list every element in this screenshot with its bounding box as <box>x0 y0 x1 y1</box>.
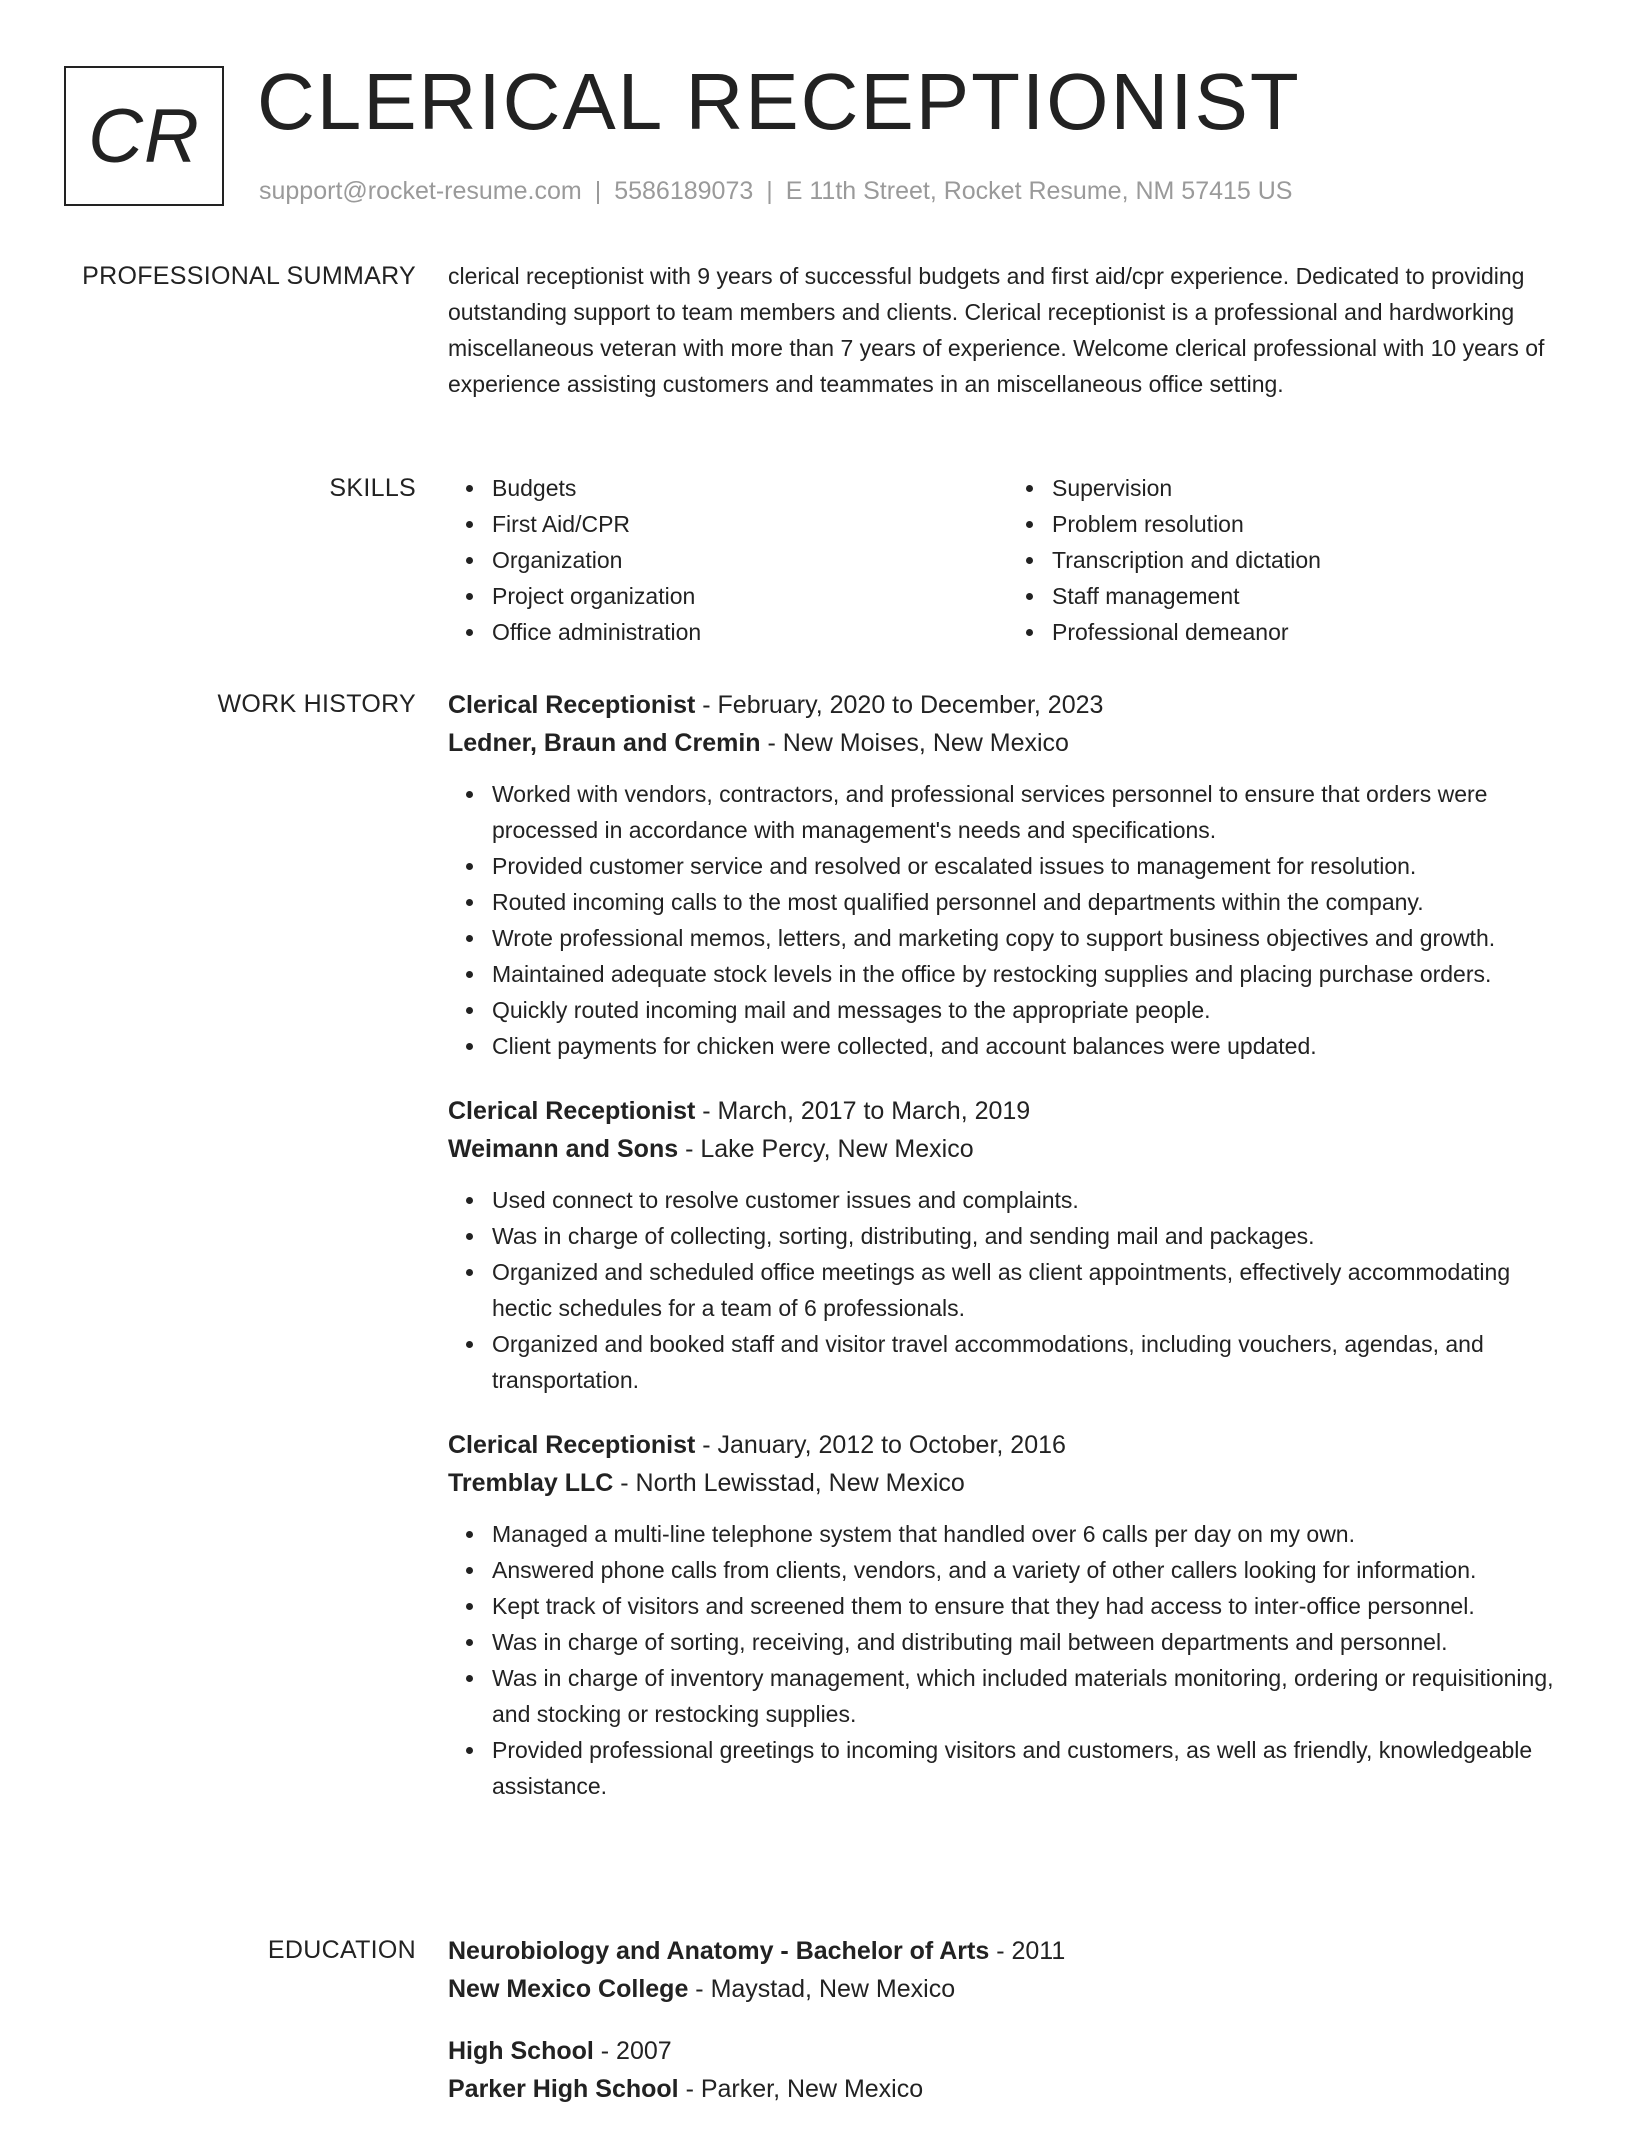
job-company-line <box>448 1130 1568 1168</box>
monogram-badge: CR <box>64 66 224 206</box>
education-degree: High School <box>448 2037 594 2065</box>
job-bullet: Managed a multi-line telephone system that handled over 6 calls per day on my own. <box>492 1516 1568 1552</box>
job-title-line <box>448 1426 1568 1464</box>
skill-item: Organization <box>492 542 1008 578</box>
skill-item: Professional demeanor <box>1052 614 1568 650</box>
job-bullet: Was in charge of sorting, receiving, and distributing mail between departments and personnel. <box>492 1624 1568 1660</box>
skill-item: Office administration <box>492 614 1008 650</box>
contact-email: support@rocket-resume.com <box>259 177 582 205</box>
skill-item: Project organization <box>492 578 1008 614</box>
job-bullets <box>448 776 1568 1064</box>
contact-separator: | <box>594 177 602 205</box>
job-bullet: Organized and booked staff and visitor travel accommodations, including vouchers, agendas, and transportation. <box>492 1326 1568 1398</box>
job-bullet: Was in charge of collecting, sorting, distributing, and sending mail and packages. <box>492 1218 1568 1254</box>
job-dates: - February, 2020 to December, 2023 <box>695 691 1104 719</box>
job-bullet: Provided professional greetings to incoming visitors and customers, as well as friendly, knowledgeable assistance. <box>492 1732 1568 1804</box>
job-company: Ledner, Braun and Cremin <box>448 729 761 757</box>
education-body <box>448 1932 1568 2132</box>
job-bullet: Organized and scheduled office meetings as well as client appointments, effectively accommodating hectic schedules for a team of 6 professionals. <box>492 1254 1568 1326</box>
job-bullet: Provided customer service and resolved or escalated issues to management for resolution. <box>492 848 1568 884</box>
skill-item: Problem resolution <box>1052 506 1568 542</box>
job-bullet: Wrote professional memos, letters, and marketing copy to support business objectives and growth. <box>492 920 1568 956</box>
job-title: Clerical Receptionist <box>448 691 696 719</box>
job-location: - New Moises, New Mexico <box>760 729 1069 757</box>
job-title-line <box>448 686 1568 724</box>
contact-address: E 11th Street, Rocket Resume, NM 57415 US <box>785 177 1293 205</box>
skill-item: Staff management <box>1052 578 1568 614</box>
job-location: - North Lewisstad, New Mexico <box>613 1469 965 1497</box>
job-bullet: Worked with vendors, contractors, and professional services personnel to ensure that orders were processed in accordance with management's needs and specifications. <box>492 776 1568 848</box>
contact-line <box>259 174 1292 208</box>
job-bullets <box>448 1182 1568 1398</box>
skill-item: Transcription and dictation <box>1052 542 1568 578</box>
job-company: Tremblay LLC <box>448 1469 614 1497</box>
section-label-education: EDUCATION <box>267 1936 416 1964</box>
job-dates: - March, 2017 to March, 2019 <box>695 1097 1031 1125</box>
skill-item: First Aid/CPR <box>492 506 1008 542</box>
section-label-work-history: WORK HISTORY <box>217 690 416 718</box>
job-bullet: Was in charge of inventory management, which included materials monitoring, ordering or requisitioning, and stocking or restocking supplies. <box>492 1660 1568 1732</box>
job-entry <box>448 686 1568 1064</box>
education-entry <box>448 2032 1568 2108</box>
summary-text: clerical receptionist with 9 years of successful budgets and first aid/cpr experience. Dedicated to providing outstanding support to team members and clients. Clerical receptionist is a professional and hardworking miscellaneous veteran with more than 7 years of experience. Welcome clerical professional with 10 years of experience assisting customers and teammates in an miscellaneous office setting. <box>448 263 1545 397</box>
education-location: - Maystad, New Mexico <box>688 1975 956 2003</box>
skills-columns <box>448 470 1568 650</box>
education-degree: Neurobiology and Anatomy - Bachelor of Arts <box>448 1937 990 1965</box>
job-company: Weimann and Sons <box>448 1135 679 1163</box>
section-label-skills: SKILLS <box>329 474 416 502</box>
job-title-line <box>448 1092 1568 1130</box>
summary-body <box>448 258 1568 402</box>
job-bullet: Kept track of visitors and screened them to ensure that they had access to inter-office personnel. <box>492 1588 1568 1624</box>
skill-item: Budgets <box>492 470 1008 506</box>
job-bullet: Maintained adequate stock levels in the office by restocking supplies and placing purchase orders. <box>492 956 1568 992</box>
skills-list-left <box>448 470 1008 650</box>
job-title: Clerical Receptionist <box>448 1431 696 1459</box>
education-degree-line <box>448 2032 1568 2070</box>
job-location: - Lake Percy, New Mexico <box>678 1135 974 1163</box>
education-entry <box>448 1932 1568 2008</box>
job-bullets <box>448 1516 1568 1804</box>
job-bullet: Routed incoming calls to the most qualified personnel and departments within the company. <box>492 884 1568 920</box>
job-entry <box>448 1426 1568 1804</box>
job-title: Clerical Receptionist <box>448 1097 696 1125</box>
resume-title: CLERICAL RECEPTIONIST <box>257 57 1301 146</box>
skills-list-right <box>1008 470 1568 650</box>
section-label-summary: PROFESSIONAL SUMMARY <box>82 262 416 290</box>
contact-separator: | <box>766 177 773 205</box>
education-degree-line <box>448 1932 1568 1970</box>
education-location: - Parker, New Mexico <box>678 2075 924 2103</box>
job-company-line <box>448 1464 1568 1502</box>
job-dates: - January, 2012 to October, 2016 <box>695 1431 1066 1459</box>
job-company-line <box>448 724 1568 762</box>
job-entry <box>448 1092 1568 1398</box>
contact-phone: 5586189073 <box>614 177 754 205</box>
education-year: - 2007 <box>593 2037 672 2065</box>
work-history-body <box>448 686 1568 1832</box>
job-bullet: Used connect to resolve customer issues and complaints. <box>492 1182 1568 1218</box>
education-school: Parker High School <box>448 2075 679 2103</box>
education-school-line <box>448 2070 1568 2108</box>
education-school-line <box>448 1970 1568 2008</box>
job-bullet: Quickly routed incoming mail and messages to the appropriate people. <box>492 992 1568 1028</box>
education-school: New Mexico College <box>448 1975 689 2003</box>
job-bullet: Answered phone calls from clients, vendors, and a variety of other callers looking for information. <box>492 1552 1568 1588</box>
education-year: - 2011 <box>989 1937 1066 1965</box>
job-bullet: Client payments for chicken were collected, and account balances were updated. <box>492 1028 1568 1064</box>
skill-item: Supervision <box>1052 470 1568 506</box>
skills-body <box>448 470 1568 650</box>
